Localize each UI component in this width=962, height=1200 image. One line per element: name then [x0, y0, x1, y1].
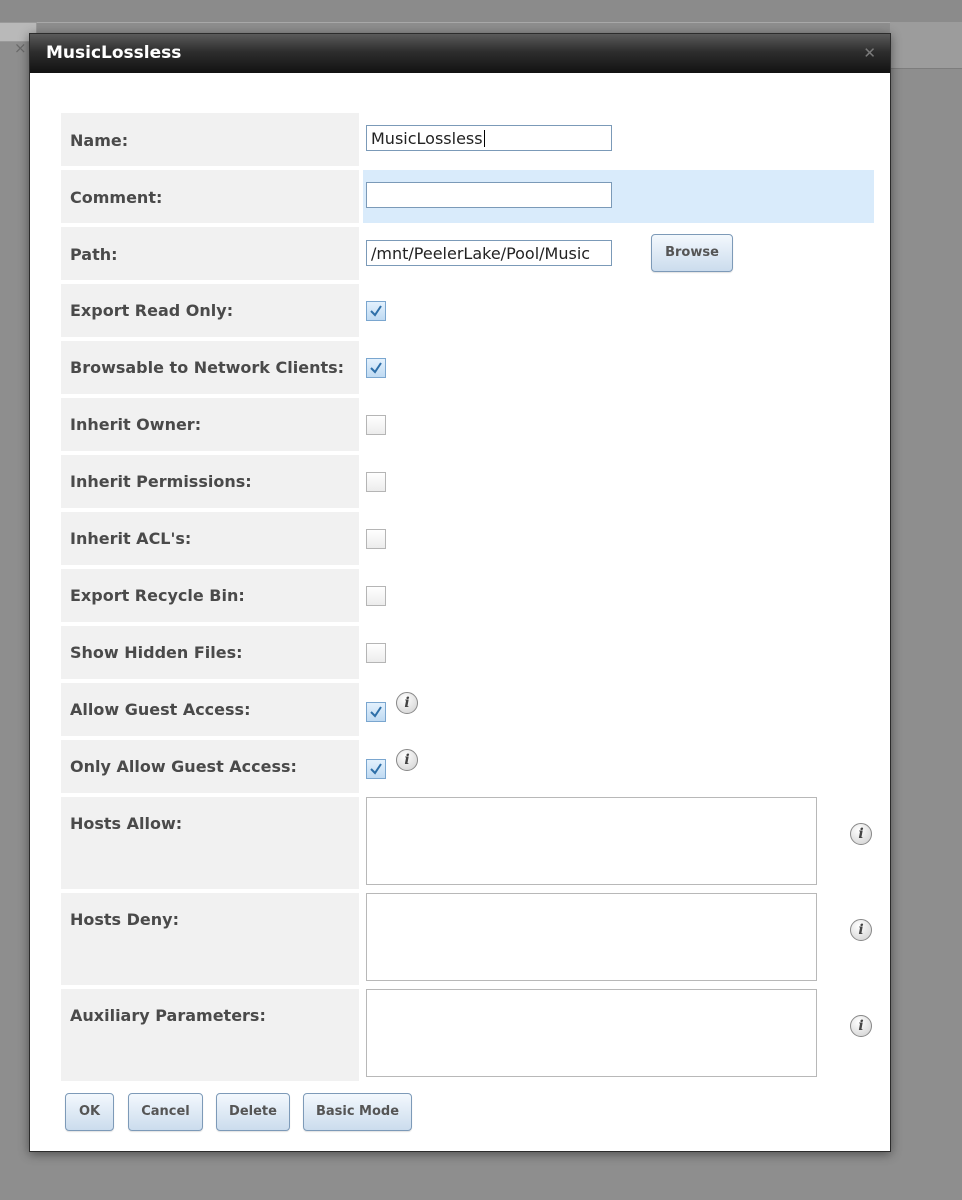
checkmark-icon — [368, 360, 384, 376]
comment-cell — [363, 170, 874, 223]
hosts-deny-label: Hosts Deny: — [61, 893, 359, 985]
export-recycle-bin-label: Export Recycle Bin: — [61, 569, 359, 622]
hosts-deny-cell — [363, 893, 874, 985]
browsable-label: Browsable to Network Clients: — [61, 341, 359, 394]
checkmark-icon — [368, 303, 384, 319]
export-read-only-checkbox[interactable] — [366, 301, 386, 321]
background-close-icon[interactable]: × — [14, 39, 27, 57]
show-hidden-files-checkbox[interactable] — [366, 643, 386, 663]
inherit-permissions-label: Inherit Permissions: — [61, 455, 359, 508]
auxiliary-parameters-row — [61, 989, 874, 1081]
hosts-allow-cell — [363, 797, 874, 889]
dialog-title: MusicLossless — [46, 43, 182, 63]
browsable-row — [61, 341, 874, 394]
inherit-owner-row — [61, 398, 874, 451]
checkmark-icon — [368, 761, 384, 777]
inherit-acls-label: Inherit ACL's: — [61, 512, 359, 565]
path-label: Path: — [61, 227, 359, 280]
basic-mode-button[interactable]: Basic Mode — [303, 1093, 412, 1131]
export-read-only-cell — [363, 284, 874, 337]
inherit-owner-label: Inherit Owner: — [61, 398, 359, 451]
export-read-only-row — [61, 284, 874, 337]
inherit-permissions-row — [61, 455, 874, 508]
only-allow-guest-access-checkbox[interactable] — [366, 759, 386, 779]
export-recycle-bin-checkbox[interactable] — [366, 586, 386, 606]
dialog-titlebar[interactable] — [30, 34, 890, 73]
name-row — [61, 113, 874, 166]
share-edit-dialog — [29, 33, 891, 1152]
info-icon[interactable]: i — [850, 919, 872, 941]
allow-guest-access-checkbox[interactable] — [366, 702, 386, 722]
export-recycle-bin-cell — [363, 569, 874, 622]
browse-button[interactable]: Browse — [651, 234, 733, 272]
inherit-acls-checkbox[interactable] — [366, 529, 386, 549]
name-label: Name: — [61, 113, 359, 166]
browsable-checkbox[interactable] — [366, 358, 386, 378]
cancel-button[interactable]: Cancel — [128, 1093, 203, 1131]
background-panel — [890, 22, 962, 69]
path-row — [61, 227, 874, 280]
show-hidden-files-row — [61, 626, 874, 679]
allow-guest-access-label: Allow Guest Access: — [61, 683, 359, 736]
show-hidden-files-cell — [363, 626, 874, 679]
comment-label: Comment: — [61, 170, 359, 223]
auxiliary-parameters-label: Auxiliary Parameters: — [61, 989, 359, 1081]
only-allow-guest-access-label: Only Allow Guest Access: — [61, 740, 359, 793]
inherit-acls-row — [61, 512, 874, 565]
hosts-allow-textarea[interactable] — [366, 797, 817, 885]
path-cell — [363, 227, 874, 280]
info-icon[interactable]: i — [396, 692, 418, 714]
checkmark-icon — [368, 704, 384, 720]
inherit-owner-checkbox[interactable] — [366, 415, 386, 435]
path-input[interactable]: /mnt/PeelerLake/Pool/Music — [366, 240, 612, 266]
ok-button[interactable]: OK — [65, 1093, 114, 1131]
auxiliary-parameters-textarea[interactable] — [366, 989, 817, 1077]
auxiliary-parameters-cell — [363, 989, 874, 1081]
background-header — [0, 0, 962, 23]
export-recycle-bin-row — [61, 569, 874, 622]
inherit-acls-cell — [363, 512, 874, 565]
only-allow-guest-access-row — [61, 740, 874, 793]
hosts-allow-label: Hosts Allow: — [61, 797, 359, 889]
comment-row — [61, 170, 874, 223]
comment-input[interactable] — [366, 182, 612, 208]
close-icon[interactable]: ✕ — [863, 44, 876, 62]
browsable-cell — [363, 341, 874, 394]
inherit-owner-cell — [363, 398, 874, 451]
name-cell — [363, 113, 874, 166]
hosts-allow-row — [61, 797, 874, 889]
info-icon[interactable]: i — [850, 823, 872, 845]
hosts-deny-textarea[interactable] — [366, 893, 817, 981]
info-icon[interactable]: i — [396, 749, 418, 771]
only-allow-guest-access-cell — [363, 740, 874, 793]
info-icon[interactable]: i — [850, 1015, 872, 1037]
name-input-value: MusicLossless — [371, 129, 483, 148]
show-hidden-files-label: Show Hidden Files: — [61, 626, 359, 679]
delete-button[interactable]: Delete — [216, 1093, 290, 1131]
allow-guest-access-cell — [363, 683, 874, 736]
inherit-permissions-checkbox[interactable] — [366, 472, 386, 492]
inherit-permissions-cell — [363, 455, 874, 508]
name-input[interactable] — [366, 125, 612, 151]
hosts-deny-row — [61, 893, 874, 985]
text-caret — [484, 130, 485, 147]
allow-guest-access-row — [61, 683, 874, 736]
export-read-only-label: Export Read Only: — [61, 284, 359, 337]
